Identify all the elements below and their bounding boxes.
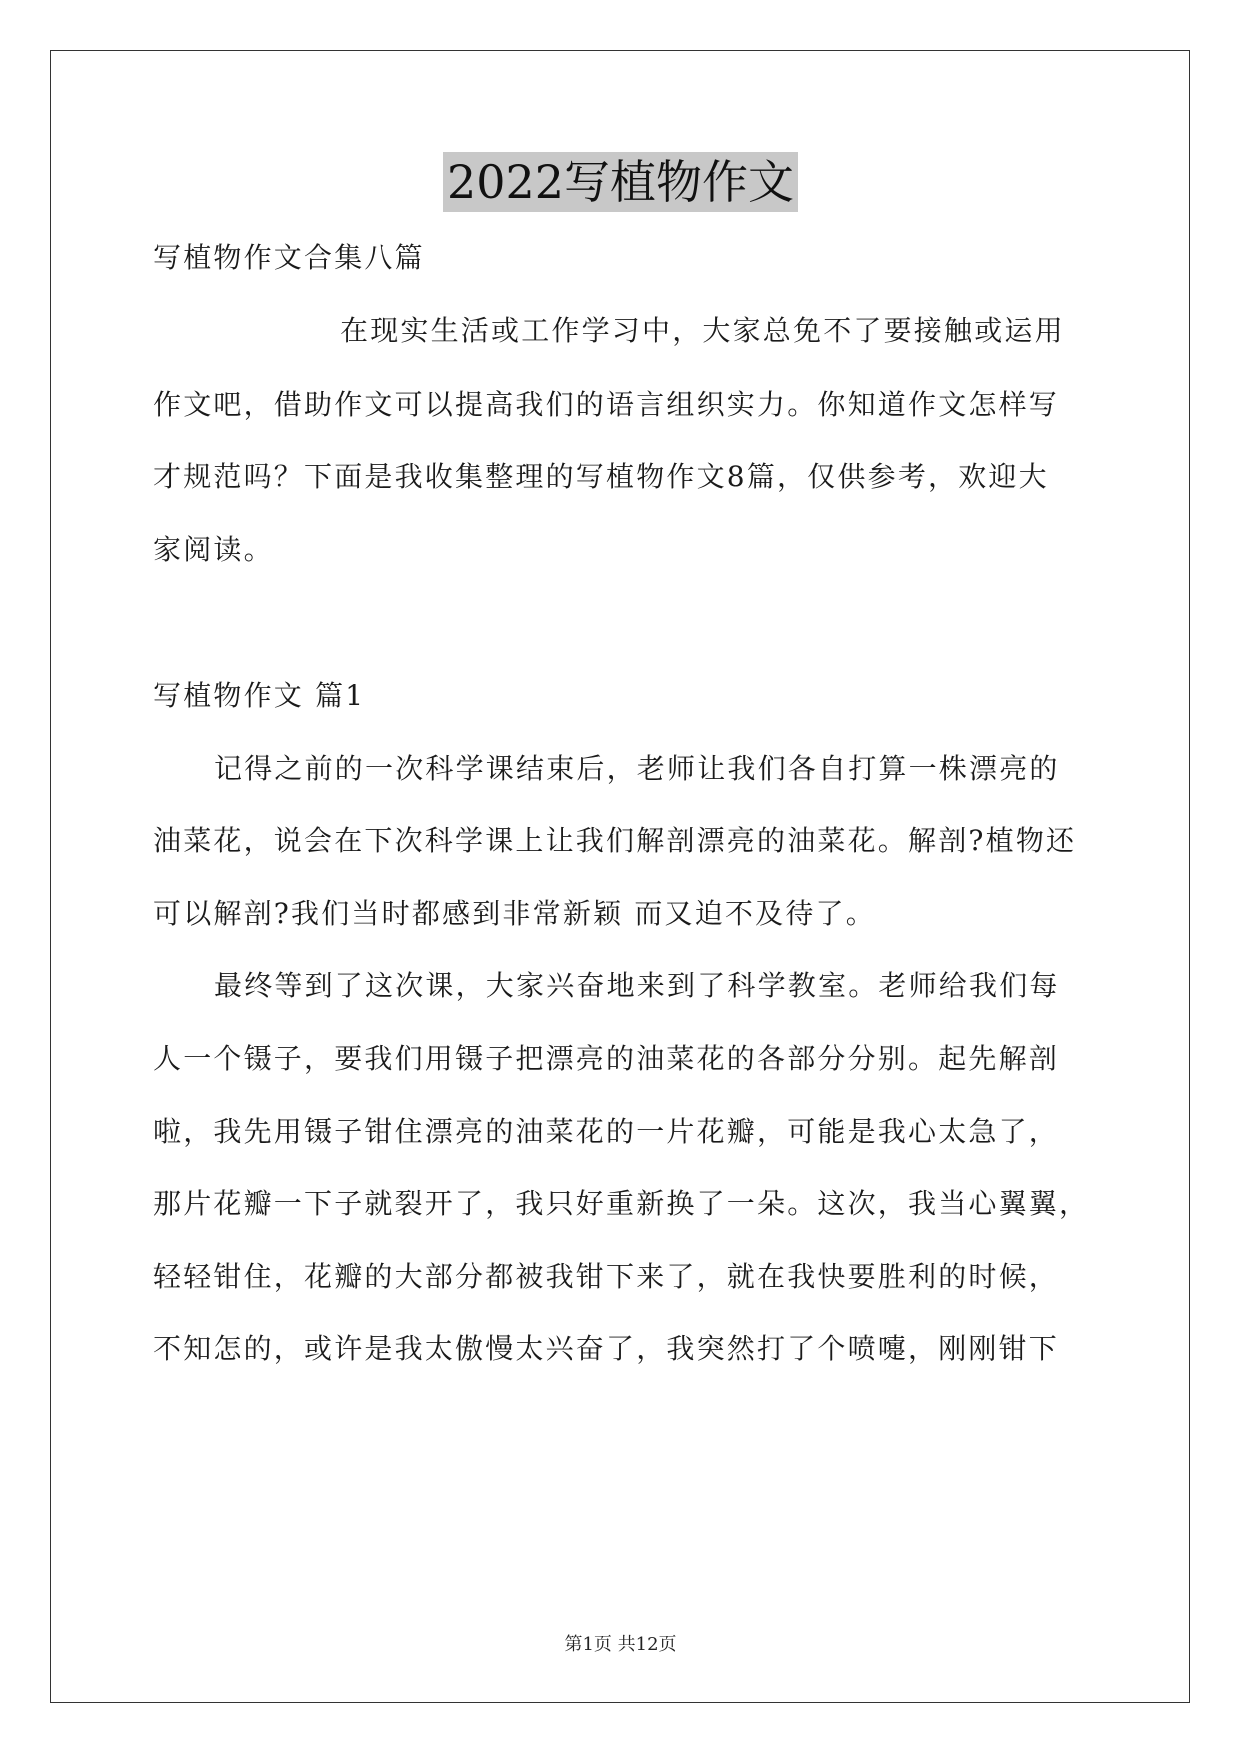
intro-line: 家阅读。: [153, 533, 274, 566]
paragraph-line: 啦，我先用镊子钳住漂亮的油菜花的一片花瓣，可能是我心太急了，: [153, 1115, 1060, 1148]
paragraph-line: 可以解剖?我们当时都感到非常新颖 而又迫不及待了。: [153, 897, 876, 930]
intro-line: 才规范吗？下面是我收集整理的写植物作文8篇，仅供参考，欢迎大: [153, 460, 1049, 493]
title-container: [0, 152, 1241, 212]
section-heading: 写植物作文 篇1: [153, 679, 366, 712]
intro-line: 在现实生活或工作学习中，大家总免不了要接触或运用: [340, 314, 1065, 347]
page-number: 第1页 共12页: [564, 1634, 677, 1655]
page-border: [50, 50, 1190, 1703]
paragraph-line: 记得之前的一次科学课结束后，老师让我们各自打算一株漂亮的: [214, 752, 1060, 785]
paragraph-line: 那片花瓣一下子就裂开了，我只好重新换了一朵。这次，我当心翼翼，: [153, 1187, 1090, 1220]
paragraph-line: 不知怎的，或许是我太傲慢太兴奋了，我突然打了个喷嚏，刚刚钳下: [153, 1332, 1060, 1365]
paragraph-line: 最终等到了这次课，大家兴奋地来到了科学教室。老师给我们每: [214, 969, 1060, 1002]
intro-line: 作文吧，借助作文可以提高我们的语言组织实力。你知道作文怎样写: [153, 388, 1060, 421]
paragraph-line: 轻轻钳住，花瓣的大部分都被我钳下来了，就在我快要胜利的时候，: [153, 1260, 1060, 1293]
document-title: 2022写植物作文: [443, 152, 798, 212]
paragraph-line: 人一个镊子，要我们用镊子把漂亮的油菜花的各部分分别。起先解剖: [153, 1042, 1060, 1075]
paragraph-line: 油菜花，说会在下次科学课上让我们解剖漂亮的油菜花。解剖?植物还: [153, 824, 1077, 857]
collection-subtitle: 写植物作文合集八篇: [153, 241, 425, 274]
